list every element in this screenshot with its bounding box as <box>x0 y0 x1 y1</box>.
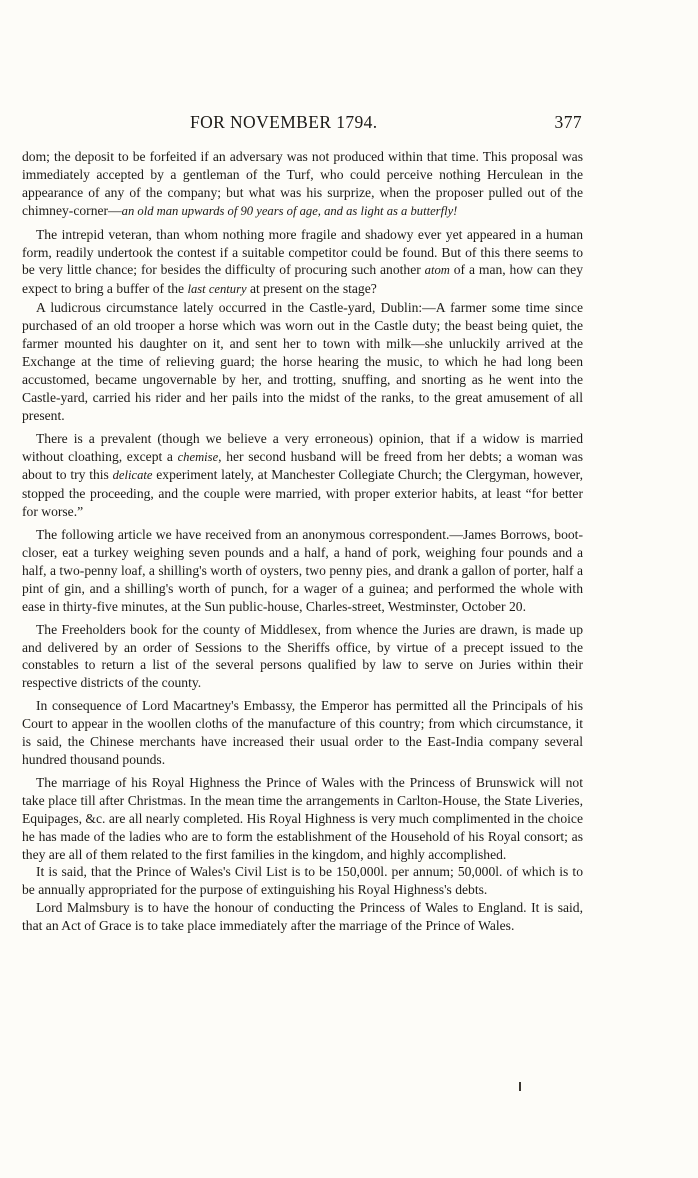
paragraph-royal-marriage: The marriage of his Royal Highness the Prince of Wales with the Princess of Brunswick will not take place till after Christmas. In the mean time the arrangements in Carlton-House, the State Liveries, Equipages, &c. are all nearly completed. His Royal Highness is very much complimented in the choice he has made of the ladies who are to form the establishment of the Household of his Royal consort; as they are all of them related to the first families in the kingdom, and highly accomplished. <box>22 774 583 862</box>
paragraph-widow-chemise: There is a prevalent (though we believe a very erroneous) opinion, that if a widow is married without cloathing, except a chemise, her second husband will be freed from her debts; a woman was about to try this delicate experiment lately, at Manchester Collegiate Church; the Clergyman, however, stopped the proceeding, and the couple were married, with proper exterior habits, at least “for better for worse.” <box>22 430 583 520</box>
paragraph-civil-list: It is said, that the Prince of Wales's Civil List is to be 150,000l. per annum; 50,000l. of which is to be annually appropriated for the purpose of extinguishing his Royal Highness's debts. <box>22 864 583 898</box>
paragraph-intrepid-veteran: The intrepid veteran, than whom nothing more fragile and shadowy ever yet appeared in a human form, readily undertook the contest if a suitable competitor could be found. But of this there seems to be very little chance; for besides the difficulty of procuring such another atom of a man, how can they expect to bring a buffer of the last century at present on the stage? <box>22 226 583 297</box>
running-header <box>22 112 582 136</box>
paragraph-castle-yard: A ludicrous circumstance lately occurred in the Castle-yard, Dublin:—A farmer some time since purchased of an old trooper a horse which was worn out in the Castle duty; the beast being quiet, the farmer mounted his daughter on it, and sent her to town with milk—she unluckily arrived at the Exchange at the time of relieving guard; the horse hearing the music, to which he had long been accustomed, became ungovernable by her, and trotting, snuffing, and snorting as he went into the Castle-yard, carried his rider and her pails into the midst of the ranks, to the great amusement of all present. <box>22 300 583 423</box>
paragraph-wager-continued: dom; the deposit to be forfeited if an adversary was not produced within that time. This proposal was immediately accepted by a gentleman of the Turf, who could perceive nothing Herculean in the appearance of any of the company; but what was his surprize, when the proposer pulled out of the chimney-corner—an old man upwards of 90 years of age, and as light as a butterfly! <box>22 149 583 218</box>
paragraph-lord-malmsbury: Lord Malmsbury is to have the honour of conducting the Princess of Wales to England. It is said, that an Act of Grace is to take place immediately after the marriage of the Prince of Wales. <box>22 900 583 934</box>
paragraph-freeholders-book: The Freeholders book for the county of Middlesex, from whence the Juries are drawn, is made up and delivered by an order of Sessions to the Sheriffs office, by virtue of a precept issued to the constables to return a list of the several persons qualified by law to serve on Juries within their respective districts of the county. <box>22 621 583 691</box>
running-title: FOR NOVEMBER 1794. <box>190 112 378 132</box>
print-mark <box>519 1082 521 1091</box>
page-number: 377 <box>554 112 582 132</box>
paragraph-macartney-embassy: In consequence of Lord Macartney's Embassy, the Emperor has permitted all the Principals of his Court to appear in the woollen cloths of the manufacture of this country; from which circumstance, it is said, the Chinese merchants have increased their usual order to the East-India company several hundred thousand pounds. <box>22 698 583 767</box>
body-text <box>22 148 583 935</box>
paragraph-wager-eating: The following article we have received from an anonymous correspondent.—James Borrows, boot-closer, eat a turkey weighing seven pounds and a half, a hand of pork, weighing four pounds and a half, a two-penny loaf, a shilling's worth of oysters, two penny pies, and drank a gallon of porter, half a pint of gin, and a shilling's worth of punch, for a wager of a guinea; and performed the whole with ease in thirty-five minutes, at the Sun public-house, Charles-street, Westminster, October 20. <box>22 527 583 614</box>
